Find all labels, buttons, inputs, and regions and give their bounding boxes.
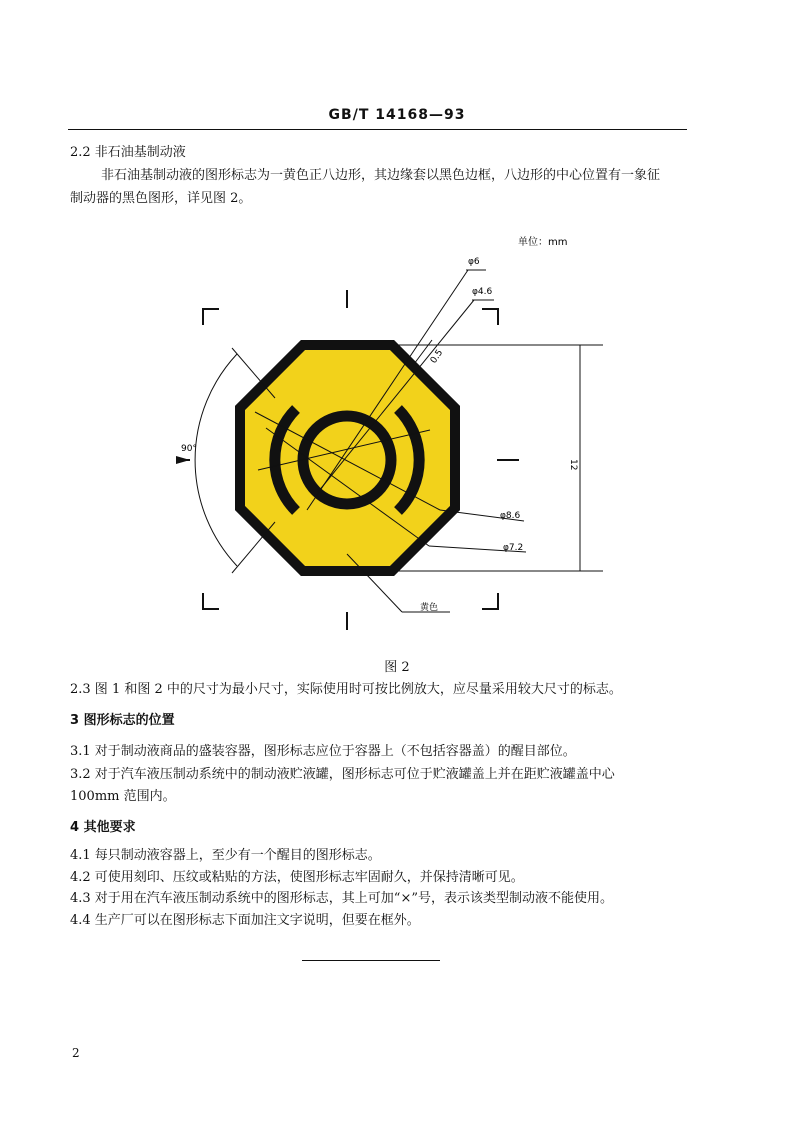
header-rule — [68, 129, 687, 130]
section-3-1: 3.1 对于制动液商品的盛装容器，图形标志应位于容器上（不包括容器盖）的醒目部位。 — [70, 744, 576, 759]
standard-number: GB/T 14168—93 — [328, 107, 466, 123]
dim-12: 12 — [568, 459, 578, 471]
section-2-2-heading: 2.2 非石油基制动液 — [70, 145, 186, 160]
section-2-2-line1: 非石油基制动液的图形标志为一黄色正八边形，其边缘套以黑色边框，八边形的中心位置有一象征 — [101, 168, 661, 183]
section-3-heading: 3 图形标志的位置 — [70, 713, 175, 728]
corner-mark-top-right — [482, 309, 498, 325]
end-rule — [302, 960, 440, 961]
unit-label: 单位：mm — [518, 237, 568, 248]
section-4-2: 4.2 可使用刻印、压纹或粘贴的方法，使图形标志牢固耐久，并保持清晰可见。 — [70, 870, 524, 885]
angle-arc-90 — [195, 354, 237, 566]
dim-phi86: φ8.6 — [500, 511, 521, 521]
section-4-heading: 4 其他要求 — [70, 820, 136, 835]
dim-05: 0.5 — [428, 348, 446, 366]
page-number: 2 — [72, 1046, 80, 1060]
section-2-2-line2: 制动器的黑色图形，详见图 2。 — [70, 191, 252, 206]
dim-90: 90° — [181, 444, 197, 454]
section-2-3-text: 2.3 图 1 和图 2 中的尺寸为最小尺寸，实际使用时可按比例放大，应尽量采用较大尺寸的标志。 — [70, 682, 622, 697]
corner-mark-bottom-right — [482, 593, 498, 609]
section-4-4: 4.4 生产厂可以在图形标志下面加注文字说明，但要在框外。 — [70, 913, 420, 928]
section-3-2-line2: 100mm 范围内。 — [70, 789, 176, 804]
figure-caption: 图 2 — [384, 660, 410, 675]
angle-extension-bottom — [232, 522, 275, 573]
section-3-2-line1: 3.2 对于汽车液压制动系统中的制动液贮液罐，图形标志可位于贮液罐盖上并在距贮液罐盖中心 — [70, 767, 615, 782]
corner-mark-bottom-left — [203, 593, 219, 609]
section-4-1: 4.1 每只制动液容器上，至少有一个醒目的图形标志。 — [70, 848, 381, 863]
corner-mark-top-left — [203, 309, 219, 325]
yellow-label: 黄色 — [420, 603, 439, 613]
section-4-3: 4.3 对于用在汽车液压制动系统中的图形标志，其上可加“×”号，表示该类型制动液不能使用。 — [70, 891, 613, 906]
dim-phi6: φ6 — [468, 257, 480, 267]
dim-phi46: φ4.6 — [472, 287, 493, 297]
leader-05 — [411, 340, 432, 368]
figure-2-brake-fluid-symbol — [0, 220, 794, 680]
dim-phi72: φ7.2 — [503, 543, 524, 553]
